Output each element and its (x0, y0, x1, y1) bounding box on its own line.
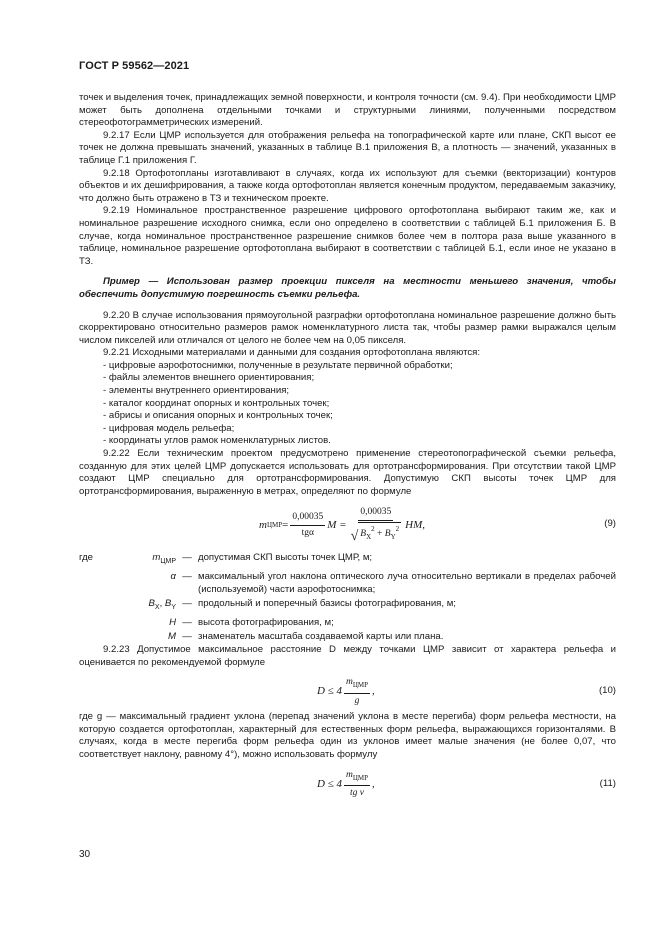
paragraph-gradient: где g — максимальный градиент уклона (перепад значений уклона в месте перегиба) форм рельефа местности, на которую создается ортофотоплан, характерный для естественных форм рельефа, выражающихся горизонталями. В случаях, когда в месте перегиба форм рельефа один из уклонов имеет малые значения (не более 0,07, что соответствует наклону, равному 4°), можно использовать формулу (79, 711, 616, 760)
list-item: - файлы элементов внешнего ориентирования; (103, 372, 315, 384)
list-item: - абрисы и описания опорных и контрольных точек; (103, 410, 333, 422)
paragraph-continuation: точек и выделения точек, принадлежащих земной поверхности, и контроля точности (см. 9.4). При необходимости ЦМР может быть дополнена отдельными точками и структурными линиями, полученными посредством стереофотограмметрических измерений. (79, 92, 616, 129)
source-materials-list (79, 360, 616, 448)
definition-row: где $m_{ЦМР}$ — допустимая СКП высоты точек ЦМР, м; (79, 552, 373, 566)
formula-10-expression: D ≤ 4 $\frac{m_{ЦМР}}{g}$ , (317, 677, 375, 706)
paragraph-9-2-19: 9.2.19 Номинальное пространственное разрешение цифрового ортофотоплана выбирают таким же, как и номинальное разрешение исходного снимка, если оно определено в соответствии с таблицей Б.1 приложения Б. В случае, когда номинальное пространственное разрешение снимков более чем в полтора раза выше указанного в таблице, номинальное разрешение ортофотоплана выбирают в соответствии с таблицей Б.1, если иное не указано в ТЗ. (79, 205, 616, 267)
document-header: ГОСТ Р 59562—2021 (79, 60, 190, 72)
formula-9 (79, 502, 616, 550)
list-item: - цифровая модель рельефа; (103, 422, 235, 434)
list-item: - элементы внутреннего ориентирования; (103, 385, 290, 397)
formula-10 (79, 673, 616, 711)
example-note (79, 276, 616, 301)
formula-9-number: (9) (604, 518, 616, 530)
paragraph-9-2-21: 9.2.21 Исходными материалами и данными для создания ортофотоплана являются: (103, 347, 481, 359)
definition-row: α — максимальный угол наклона оптического луча относительно вертикали в пределах рабочей (используемой) части аэрофотоснимка; (170, 571, 616, 595)
paragraph-9-2-18: 9.2.18 Ортофотопланы изготавливают в случаях, когда их используют для съемки (векторизации) контуров объектов и их дешифрирования, а также когда ортофотоплан является конечным продуктом, передаваемым заказчику, что должно быть отражено в ТЗ и техническом проекте. (79, 167, 616, 204)
list-item: - координаты углов рамок номенклатурных листов. (103, 435, 331, 447)
formula-11-expression: D ≤ 4 $\frac{m_{ЦМР}}{\text{tg ν}}$ , (317, 769, 375, 799)
page-number: 30 (79, 849, 91, 860)
paragraph-9-2-17: 9.2.17 Если ЦМР используется для отображения рельефа на топографической карте или плане, СКП высот ее точек не должна превышать значений, указанных в таблице В.1 приложения В, а плотность — значений, указанных в таблице Г.1 приложения Г. (79, 129, 616, 166)
formula-11-number: (11) (599, 777, 616, 789)
paragraph-9-2-22: 9.2.22 Если техническим проектом предусмотрено применение стереотопографической съемки рельефа, созданную для этих целей ЦМР допускается использовать для ортотрансформирования. При отсутствии такой ЦМР создают ЦМР специально для ортотрансформирования. Допустимую СКП высоты точек ЦМР для ортотрансформирования, выраженную в метрах, определяют по формуле (79, 448, 616, 497)
formula-9-expression: m ЦМР = $\frac{0,00035}{\text{tgα}}$ M = 0,00035 √ $B_X^2 + B_Y^2$ HM, (259, 507, 425, 544)
list-item: - каталог координат опорных и контрольных точек; (103, 397, 330, 409)
definition-row: $B_X$, $B_Y$ — продольный и поперечный базисы фотографирования, м; (148, 598, 456, 612)
paragraph-9-2-20: 9.2.20 В случае использования прямоугольной разграфки ортофотоплана номинальное разрешение должно быть скорректировано относительно размеров рамок номенклатурного листа так, чтобы размер рамки выражался целым числом пикселей или отличался от целого не более чем на 0,05 пикселя. (79, 309, 616, 346)
definitions-list (79, 552, 616, 644)
example-text: — Использован размер проекции пикселя на местности меньшего значения, чтобы обеспечить допустимую погрешность съемки рельефа. (79, 276, 616, 300)
list-item: - цифровые аэрофотоснимки, полученные в результате первичной обработки; (103, 359, 453, 371)
page-body (79, 92, 616, 804)
definition-row: M — знаменатель масштаба создаваемой карты или плана. (168, 631, 444, 643)
paragraph-9-2-23: 9.2.23 Допустимое максимальное расстояние D между точками ЦМР зависит от характера рельефа и оценивается по рекомендуемой формуле (79, 643, 616, 668)
formula-10-number: (10) (598, 685, 616, 697)
formula-11 (79, 766, 616, 804)
definition-row: H — высота фотографирования, м; (169, 616, 334, 628)
example-label: Пример (103, 276, 140, 288)
